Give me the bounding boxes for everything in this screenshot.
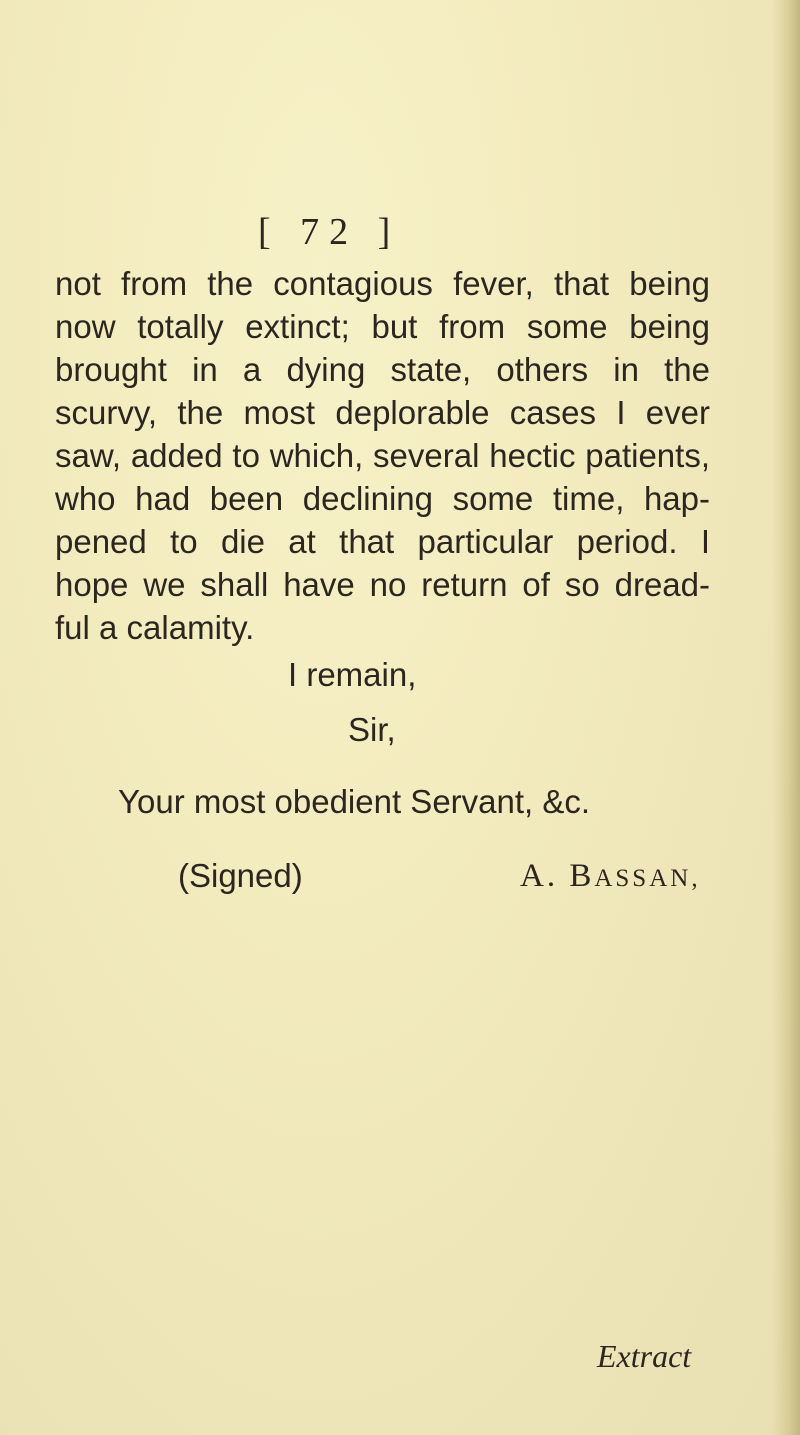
signer-initial: A. B — [520, 858, 595, 894]
catchword: Extract — [597, 1338, 692, 1374]
page-edge-shadow — [772, 0, 800, 1435]
body-line: scurvy, the most deplorable cases I ever — [55, 394, 710, 431]
page-number: [ 72 ] — [258, 211, 401, 253]
body-line: hope we shall have no return of so dread- — [55, 566, 710, 603]
body-line: ful a calamity. — [55, 609, 255, 646]
signed-label: (Signed) — [178, 857, 303, 894]
closing-servant: Your most obedient Servant, &c. — [118, 783, 591, 820]
closing-remain: I remain, — [288, 656, 417, 693]
body-line: saw, added to which, several hectic patients, — [55, 437, 710, 474]
body-line: not from the contagious fever, that being — [55, 265, 710, 302]
body-line: brought in a dying state, others in the — [55, 351, 710, 388]
body-line: now totally extinct; but from some being — [55, 308, 710, 345]
body-line: who had been declining some time, hap- — [55, 480, 710, 517]
signer-name — [520, 856, 701, 899]
signer-surname: ASSAN, — [594, 865, 701, 892]
body-line: pened to die at that particular period. I — [55, 523, 710, 560]
closing-salutation: Sir, — [348, 711, 396, 748]
